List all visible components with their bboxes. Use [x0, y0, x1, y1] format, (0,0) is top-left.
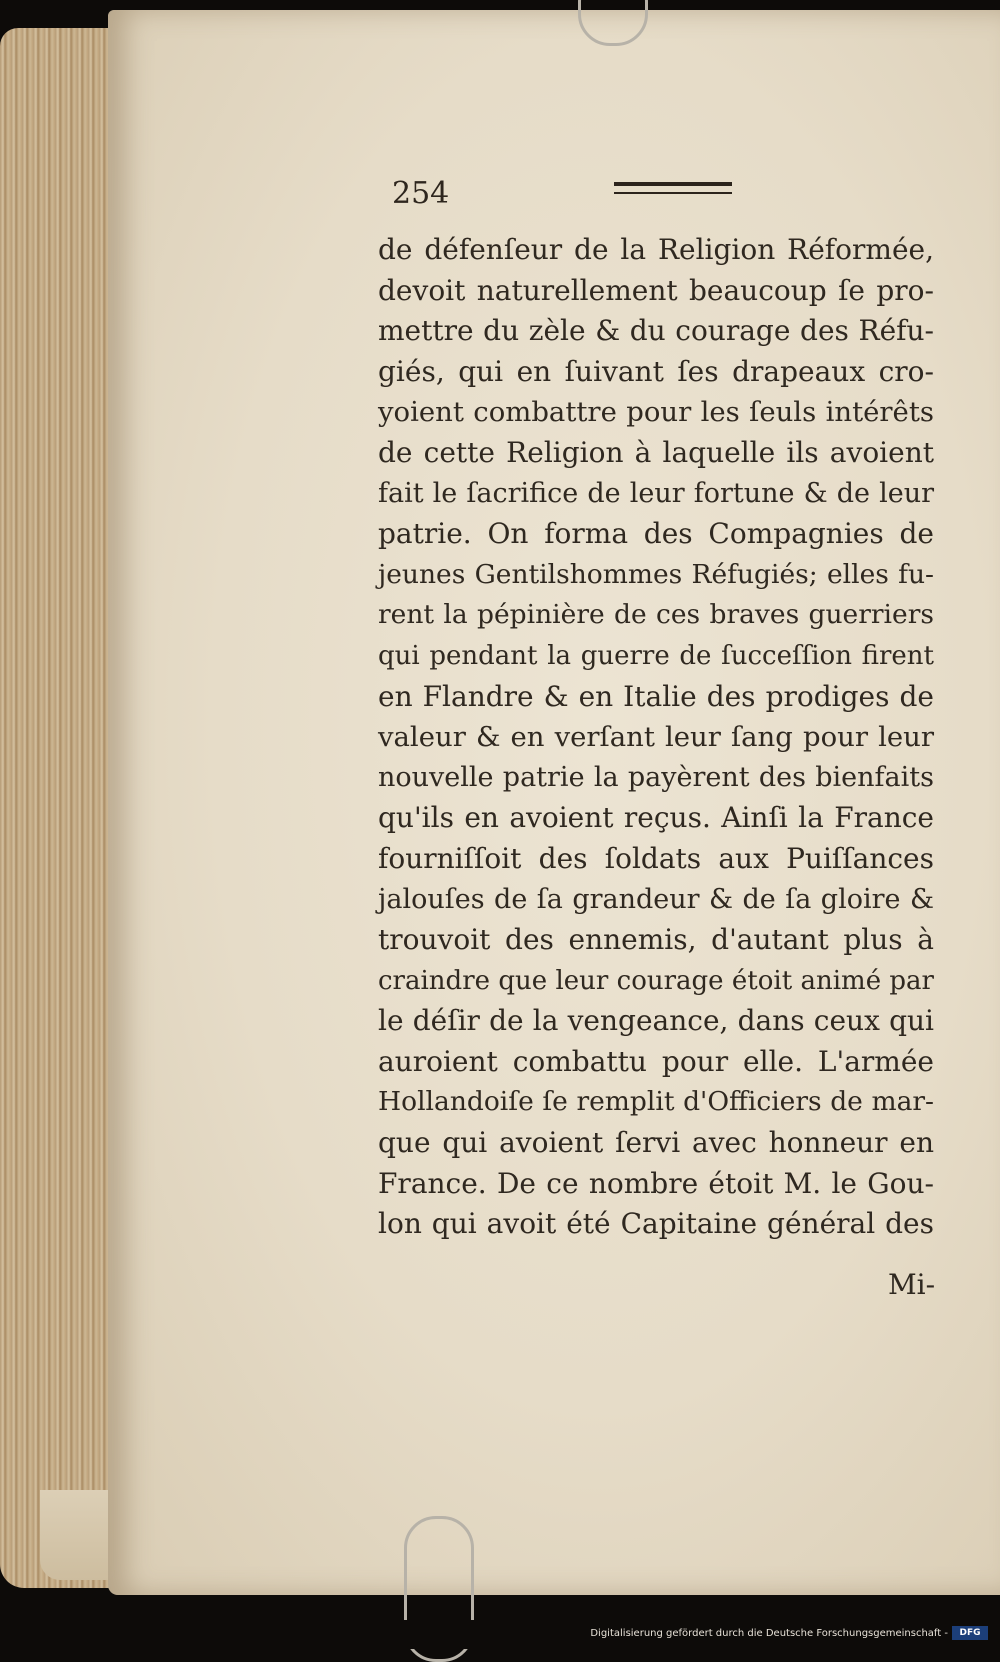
text-line: trouvoit des ennemis, d'autant plus à: [378, 923, 934, 957]
dfg-logo: DFG: [952, 1626, 988, 1640]
text-line: rent la pépinière de ces braves guerriers: [378, 599, 934, 631]
text-line: giés, qui en ſuivant ſes drapeaux cro-: [378, 354, 934, 388]
text-line: devoit naturellement beaucoup ſe pro-: [378, 273, 934, 307]
footer: [0, 1620, 1000, 1649]
text-line: que qui avoient ſervi avec honneur en: [378, 1126, 934, 1160]
page-number: 254: [392, 176, 450, 211]
text-line: de défenſeur de la Religion Réformée,: [378, 233, 934, 266]
header-rule: [614, 182, 732, 194]
funding-note: Digitalisierung gefördert durch die Deutsche Forschungsgemeinschaft -: [590, 1628, 948, 1639]
text-line: auroient combattu pour elle. L'armée: [378, 1044, 934, 1078]
text-line: patrie. On forma des Compagnies de: [378, 517, 934, 551]
text-line: qu'ils en avoient reçus. Ainſi la France: [378, 801, 934, 835]
text-line: Hollandoiſe ſe remplit d'Officiers de mar-: [378, 1086, 934, 1118]
book-edge: [0, 28, 118, 1588]
text-line: de cette Religion à laquelle ils avoient: [378, 435, 934, 469]
text-line: nouvelle patrie la payèrent des bienfaits: [378, 761, 934, 793]
text-line: jeunes Gentilshommes Réfugiés; elles fu-: [378, 558, 934, 590]
text-line: fait le ſacrifice de leur fortune & de leur: [378, 477, 934, 509]
text-line: valeur & en verſant leur ſang pour leur: [378, 721, 934, 754]
text-line: en Flandre & en Italie des prodiges de: [378, 679, 934, 713]
text-line: France. De ce nombre étoit M. le Gou-: [378, 1166, 934, 1200]
text-line: craindre que leur courage étoit animé par: [378, 965, 934, 996]
catchword: Mi-: [888, 1268, 936, 1301]
text-line: qui pendant la guerre de ſucceſſion firent: [378, 640, 934, 671]
text-line: yoient combattre pour les ſeuls intérêts: [378, 396, 934, 429]
text-line: lon qui avoit été Capitaine général des: [378, 1207, 934, 1241]
text-line: fourniſſoit des ſoldats aux Puiſſances: [378, 841, 934, 875]
page-header: [392, 176, 732, 216]
text-line: mettre du zèle & du courage des Réfu-: [378, 314, 934, 348]
text-lines: [378, 230, 934, 1245]
text-line: jalouſes de ſa grandeur & de ſa gloire &: [378, 883, 934, 915]
text-line: le déſir de la vengeance, dans ceux qui: [378, 1004, 934, 1038]
